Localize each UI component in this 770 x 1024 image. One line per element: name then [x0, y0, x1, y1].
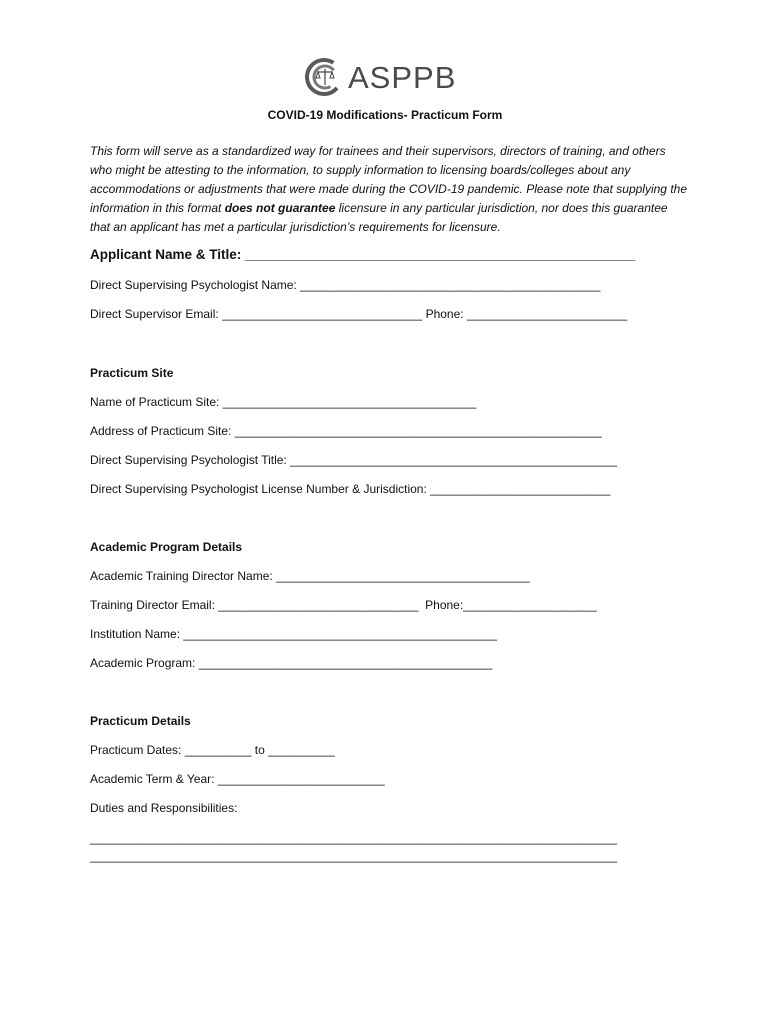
- duties-label: Duties and Responsibilities:: [90, 801, 238, 815]
- supervising-psychologist-name-field[interactable]: Direct Supervising Psychologist Name: _____________________________________________: [90, 278, 601, 292]
- practicum-dates-field[interactable]: Practicum Dates: __________ to __________: [90, 743, 335, 757]
- supervisor-email-phone-field[interactable]: Direct Supervisor Email: ______________________________ Phone: ________________________: [90, 307, 628, 321]
- practicum-details-heading: Practicum Details: [90, 714, 191, 728]
- practicum-site-name-field[interactable]: Name of Practicum Site: ______________________________________: [90, 395, 477, 409]
- director-email-phone-field[interactable]: Training Director Email: ______________________________ Phone:____________________: [90, 598, 597, 612]
- asppb-logo: [304, 56, 456, 98]
- academic-director-name-field[interactable]: Academic Training Director Name: ______________________________________: [90, 569, 530, 583]
- duties-line-1[interactable]: _______________________________________________________________________________: [90, 831, 618, 845]
- intro-text-before: This form will serve as a standardized way for trainees and their supervisors, directors of training, and others who might be attesting to the information, to supply information to licensing boards/colleges about any accommodations or adjustments that were made during the COVID-19 pandemic. Please note that supplying the information in this format: [90, 144, 687, 215]
- asppb-emblem-icon: [304, 57, 344, 97]
- logo-wordmark: ASPPB: [348, 59, 457, 95]
- supervising-psychologist-title-field[interactable]: Direct Supervising Psychologist Title: _________________________________________________: [90, 453, 618, 467]
- academic-program-field[interactable]: Academic Program: ____________________________________________: [90, 656, 493, 670]
- intro-paragraph: [90, 142, 690, 237]
- academic-term-year-field[interactable]: Academic Term & Year: _________________________: [90, 772, 385, 786]
- form-title: COVID-19 Modifications- Practicum Form: [267, 108, 503, 122]
- applicant-name-title-field[interactable]: Applicant Name & Title: ____________________________________________________: [90, 247, 636, 262]
- academic-program-heading: Academic Program Details: [90, 540, 243, 554]
- practicum-site-heading: Practicum Site: [90, 366, 174, 380]
- intro-text-after: licensure in any particular jurisdiction, nor does this guarantee that an applicant has met a particular jurisdiction’s requirements for licensure.: [90, 201, 668, 234]
- license-jurisdiction-field[interactable]: Direct Supervising Psychologist License Number & Jurisdiction: ___________________________: [90, 482, 611, 496]
- practicum-site-address-field[interactable]: Address of Practicum Site: _______________________________________________________: [90, 424, 602, 438]
- institution-name-field[interactable]: Institution Name: _______________________________________________: [90, 627, 498, 641]
- duties-line-2[interactable]: _______________________________________________________________________________: [90, 849, 618, 863]
- intro-emphasis: does not guarantee: [224, 201, 336, 215]
